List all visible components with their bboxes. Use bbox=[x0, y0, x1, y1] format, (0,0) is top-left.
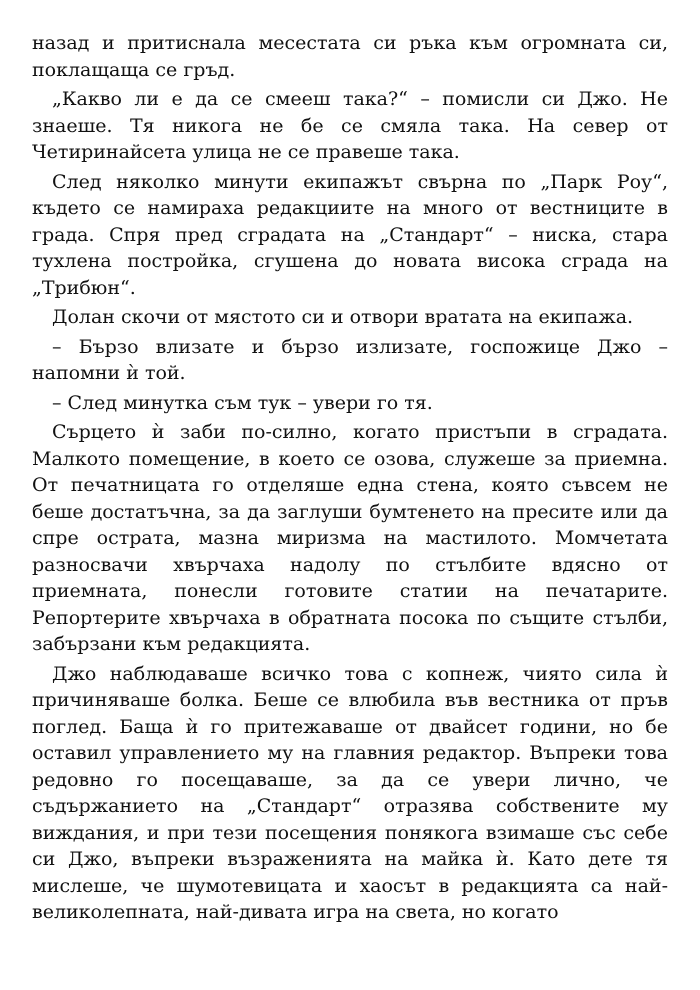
paragraph: – Бързо влизате и бързо излизате, госпожице Джо – напомни ѝ той. bbox=[32, 335, 668, 384]
book-page bbox=[32, 30, 668, 929]
paragraph: „Какво ли е да се смееш така?“ – помисли си Джо. Не знаеше. Тя никога не бе се смяла така. На север от Четиринайсета улица не се правеше така. bbox=[32, 88, 668, 163]
paragraph: След няколко минути екипажът свърна по „Парк Роу“, където се намираха редакциите на много от вестниците в града. Спря пред сградата на „Стандарт“ – ниска, стара тухлена постройка, сгушена до новата висока сграда на „Трибюн“. bbox=[32, 170, 668, 299]
paragraph: Джо наблюдаваше всичко това с копнеж, чиято сила ѝ причиняваше болка. Беше се влюбила във вестника от пръв поглед. Баща ѝ го притежаваше от двайсет години, но бе оставил управлението му на главния редактор. Въпреки това редовно го посещаваше, за да се увери лично, че съдържанието на „Стандарт“ отразява собствените му виждания, и при тези посещения понякога взимаше със себе си Джо, въпреки възраженията на майка ѝ. Като дете тя мислеше, че шумотевицата и хаосът в редакцията са най-великолепната, най-дивата игра на света, но когато bbox=[32, 662, 668, 923]
paragraph: назад и притиснала месестата си ръка към огромната си, поклащаща се гръд. bbox=[32, 32, 668, 81]
paragraph: – След минутка съм тук – увери го тя. bbox=[52, 391, 433, 414]
paragraph: Долан скочи от мястото си и отвори вратата на екипажа. bbox=[52, 306, 634, 328]
paragraph: Сърцето ѝ заби по-силно, когато пристъпи в сградата. Малкото помещение, в което се озова, служеше за приемна. От печатницата го отделяше една стена, която съвсем не беше достатъчна, за да заглуши бумтенето на пресите или да спре острата, мазна миризма на мастилото. Момчетата разносвачи хвърчаха надолу по стълбите вдясно от приемната, понесли готовите статии на печатарите. Репортерите хвърчаха в обратната посока по същите стълби, забързани към редакцията. bbox=[32, 421, 668, 655]
